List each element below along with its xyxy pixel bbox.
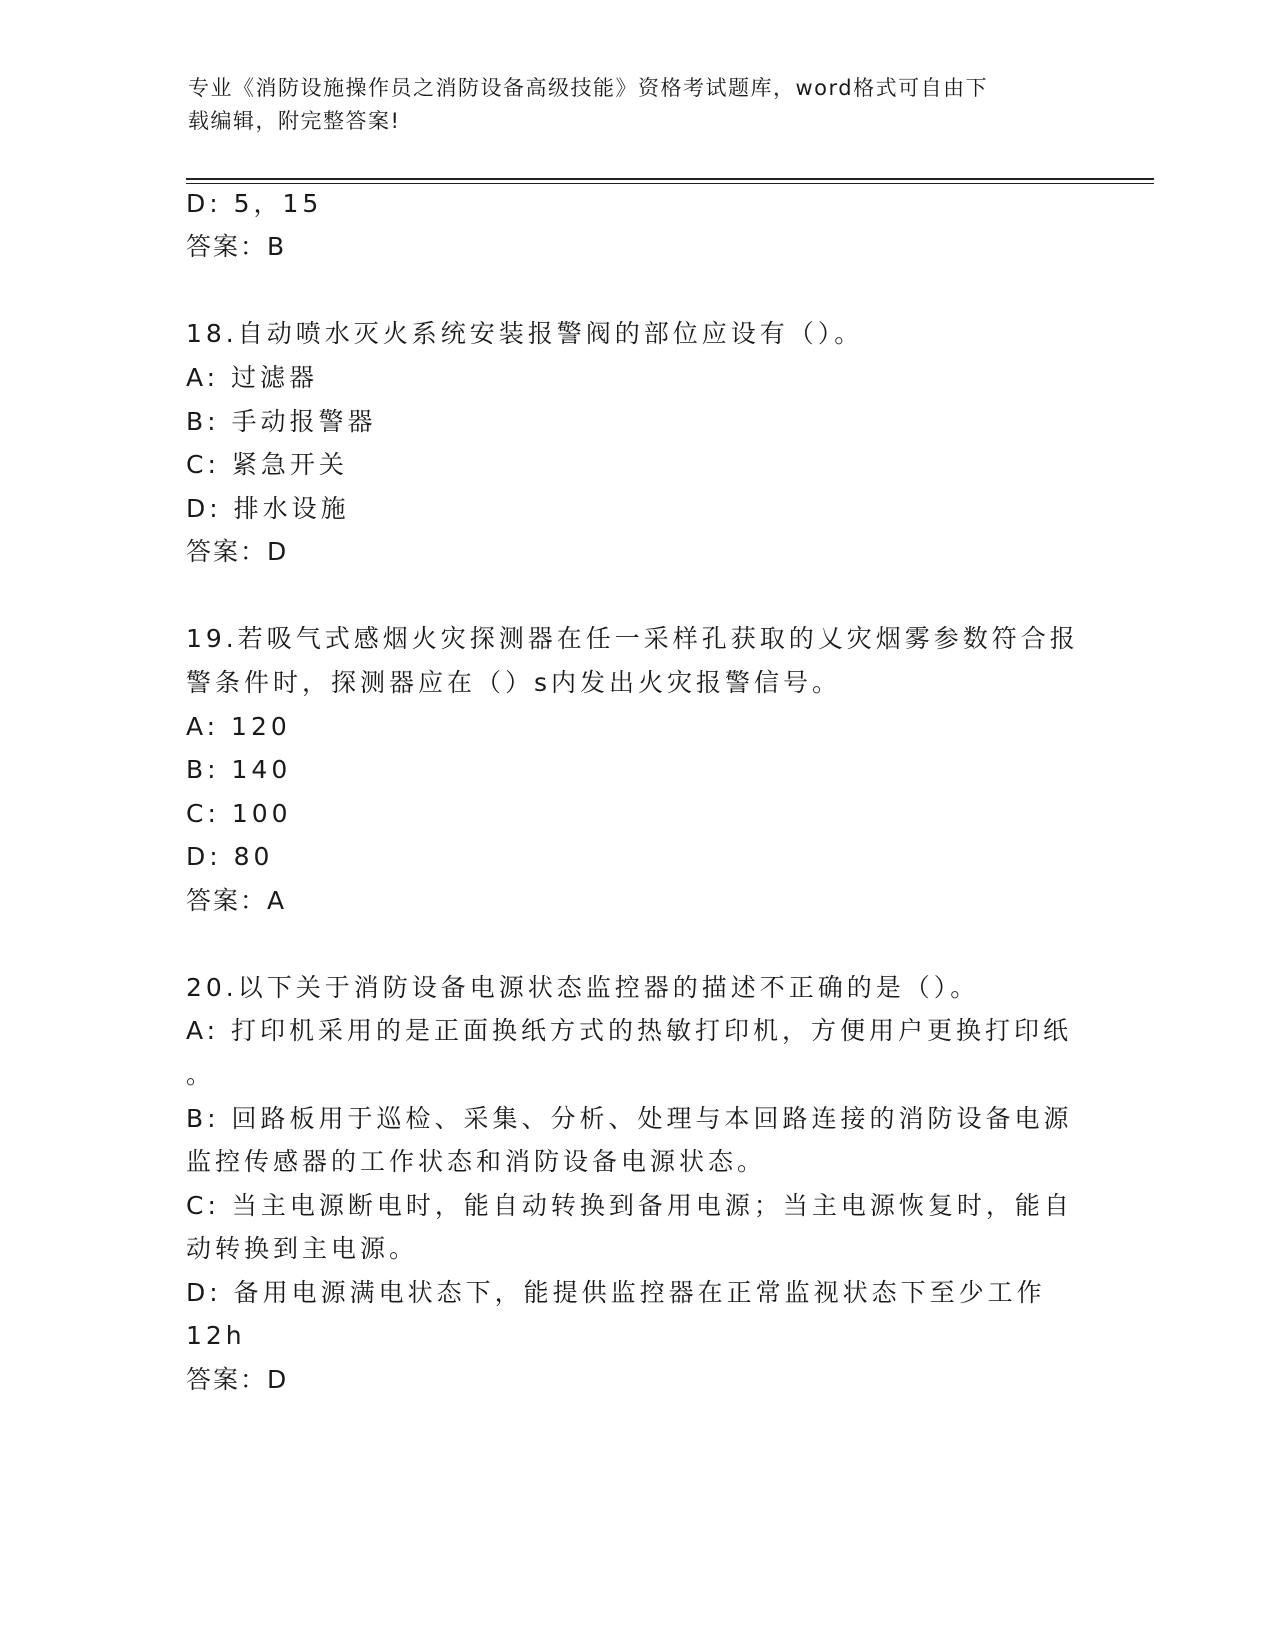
q20-stem: 20.以下关于消防设备电源状态监控器的描述不正确的是（）。 (186, 973, 980, 1002)
q18-option-a: A: 过滤器 (186, 363, 319, 392)
q19-option-b: B: 140 (186, 755, 292, 784)
header-line-2: 载编辑，附完整答案! (188, 109, 401, 133)
q18-option-d: D: 排水设施 (186, 494, 350, 523)
q19-stem-line-1: 19.若吸气式感烟火灾探测器在任一采样孔获取的乂灾烟雾参数符合报 (186, 624, 1079, 653)
q18-option-c: C: 紧急开关 (186, 450, 348, 479)
q19-stem-line-2: 警条件时，探测器应在（）s内发出火灾报警信号。 (186, 668, 842, 697)
header-line-1: 专业《消防设施操作员之消防设备高级技能》资格考试题库，word格式可自由下 (188, 76, 989, 100)
q20-option-c-line-2: 动转换到主电源。 (186, 1234, 419, 1263)
q20-option-a-line-1: A: 打印机采用的是正面换纸方式的热敏打印机，方便用户更换打印纸 (186, 1016, 1073, 1045)
q19-option-a: A: 120 (186, 712, 291, 741)
q20-option-d-line-1: D: 备用电源满电状态下，能提供监控器在正常监视状态下至少工作 (186, 1278, 1046, 1307)
q20-option-a-line-2: 。 (186, 1060, 216, 1089)
q19-option-c: C: 100 (186, 799, 292, 828)
q20-option-d-line-2: 12h (186, 1321, 246, 1350)
q19-answer: 答案：A (186, 886, 287, 915)
header-divider-thin (186, 183, 1154, 184)
q20-option-c-line-1: C: 当主电源断电时，能自动转换到备用电源；当主电源恢复时，能自 (186, 1191, 1073, 1220)
q17-option-d: D: 5，15 (186, 189, 323, 218)
q18-option-b: B: 手动报警器 (186, 407, 377, 436)
q18-stem: 18.自动喷水灭火系统安装报警阀的部位应设有（）。 (186, 319, 864, 348)
header-divider-thick (186, 178, 1154, 180)
q20-option-b-line-1: B: 回路板用于巡检、采集、分析、处理与本回路连接的消防设备电源 (186, 1104, 1073, 1133)
q20-answer: 答案：D (186, 1365, 289, 1394)
q18-answer: 答案：D (186, 537, 289, 566)
q19-option-d: D: 80 (186, 842, 274, 871)
q17-answer: 答案：B (186, 232, 287, 261)
document-header (188, 72, 1068, 138)
q20-option-b-line-2: 监控传感器的工作状态和消防设备电源状态。 (186, 1147, 767, 1176)
